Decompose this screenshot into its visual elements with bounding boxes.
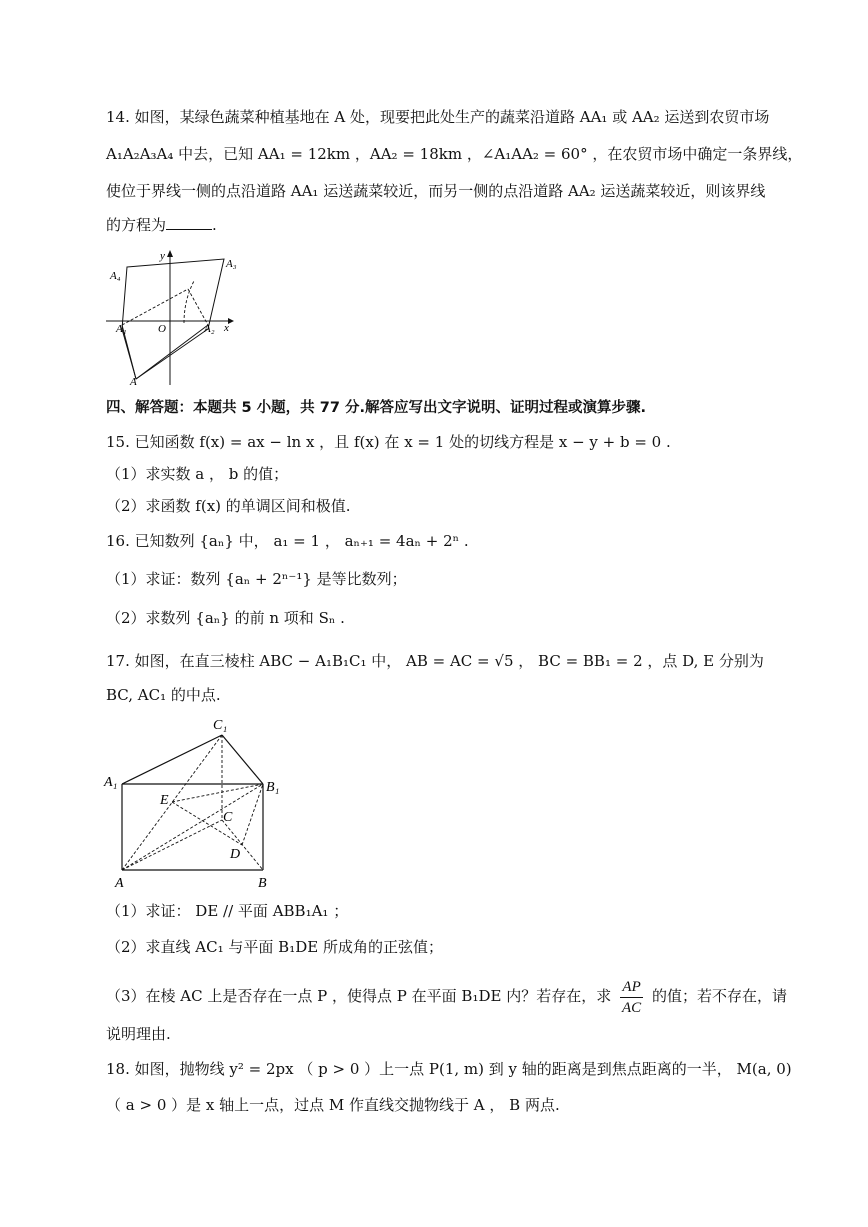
- q17-stem-2: BC, AC₁ 的中点.: [106, 686, 221, 704]
- fraction-numerator: AP: [620, 977, 643, 998]
- dashed-boundary-curve: [184, 281, 194, 323]
- label-a: A: [130, 376, 137, 388]
- market-boundary: [122, 259, 224, 379]
- q17-part-3-text-2: 的值；若不存在，请: [651, 987, 787, 1005]
- label-a2: A₂: [204, 323, 215, 335]
- q14-line-2: A₁A₂A₃A₄ 中去，已知 AA₁ = 12km ，AA₂ = 18km ，∠A₁AA₂ = 60° ，在农贸市场中确定一条界线，: [106, 145, 803, 163]
- label-x: x: [224, 322, 229, 334]
- segment-d-b1: [242, 784, 263, 845]
- edge-a1-c1: [122, 735, 222, 784]
- label-a: A: [115, 876, 124, 891]
- q17-part-2: （2）求直线 AC₁ 与平面 B₁DE 所成角的正弦值；: [106, 938, 443, 956]
- q18-line-2: （ a > 0 ）是 x 轴上一点，过点 M 作直线交抛物线于 A ， B 两点.: [106, 1096, 560, 1114]
- label-a1: A₁: [116, 323, 127, 335]
- q16-part-1: （1）求证：数列 {aₙ + 2ⁿ⁻¹} 是等比数列；: [106, 570, 407, 588]
- label-b: B: [258, 876, 267, 891]
- label-b1: B₁: [266, 780, 280, 795]
- label-y: y: [160, 250, 165, 262]
- label-c: C: [223, 810, 233, 825]
- q14-line-1: 14. 如图，某绿色蔬菜种植基地在 A 处，现要把此处生产的蔬菜沿道路 AA₁ 或 AA₂ 运送到农贸市场: [106, 108, 770, 126]
- fraction-denominator: AC: [621, 999, 642, 1016]
- q17-prism-figure: [100, 712, 300, 892]
- q16-part-2: （2）求数列 {aₙ} 的前 n 项和 Sₙ .: [106, 609, 345, 627]
- label-a4: A₄: [110, 270, 121, 282]
- section-4-heading: 四、解答题：本题共 5 小题，共 77 分.解答应写出文字说明、证明过程或演算步骤.: [106, 400, 646, 416]
- q16-stem: 16. 已知数列 {aₙ} 中， a₁ = 1 ， aₙ₊₁ = 4aₙ + 2ⁿ .: [106, 532, 469, 550]
- q15-part-2: （2）求函数 f(x) 的单调区间和极值.: [106, 497, 351, 515]
- q15-stem: 15. 已知函数 f(x) = ax − ln x ，且 f(x) 在 x = 1 处的切线方程是 x − y + b = 0 .: [106, 433, 671, 451]
- edge-a-c: [122, 820, 222, 870]
- label-d: D: [230, 847, 241, 862]
- label-c1: C₁: [213, 718, 228, 733]
- label-a1: A₁: [104, 775, 118, 790]
- q14-answer-prompt: 的方程为: [106, 216, 167, 234]
- edge-c1-b1: [222, 735, 263, 784]
- dashed-a1-to-point: [122, 289, 188, 325]
- road-aa2: [136, 325, 208, 379]
- edge-c-b: [222, 820, 263, 870]
- q17-part-3: [106, 972, 787, 1020]
- q17-stem-1: 17. 如图，在直三棱柱 ABC − A₁B₁C₁ 中， AB = AC = √5 ， BC = BB₁ = 2 ，点 D, E 分别为: [106, 652, 764, 670]
- q14-period: .: [212, 216, 217, 234]
- segment-e-b1: [172, 784, 263, 802]
- label-o: O: [158, 323, 166, 335]
- q17-part-1: （1）求证： DE // 平面 ABB₁A₁ ；: [106, 902, 349, 920]
- fraction-ap-ac: [620, 977, 643, 1018]
- q15-part-1: （1）求实数 a ， b 的值；: [106, 465, 289, 483]
- x-axis-arrow: [228, 318, 234, 324]
- q14-figure: [100, 245, 250, 390]
- segment-a-b1: [122, 784, 263, 870]
- q17-part-3-text: （3）在棱 AC 上是否存在一点 P ，使得点 P 在平面 B₁DE 内？若存在，求: [106, 987, 612, 1005]
- q17-part-3-cont: 说明理由.: [106, 1025, 171, 1043]
- q14-line-4: [106, 214, 217, 236]
- q18-line-1: 18. 如图，抛物线 y² = 2px （ p > 0 ）上一点 P(1, m) 到 y 轴的距离是到焦点距离的一半， M(a, 0): [106, 1060, 792, 1078]
- y-axis-arrow: [167, 250, 173, 257]
- q14-answer-blank[interactable]: [166, 215, 212, 230]
- q14-line-3: 使位于界线一侧的点沿道路 AA₁ 运送蔬菜较近，而另一侧的点沿道路 AA₂ 运送蔬菜较近，则该界线: [106, 182, 766, 200]
- label-a3: A₃: [226, 258, 237, 270]
- label-e: E: [160, 793, 169, 808]
- dashed-point-to-a2: [188, 289, 208, 325]
